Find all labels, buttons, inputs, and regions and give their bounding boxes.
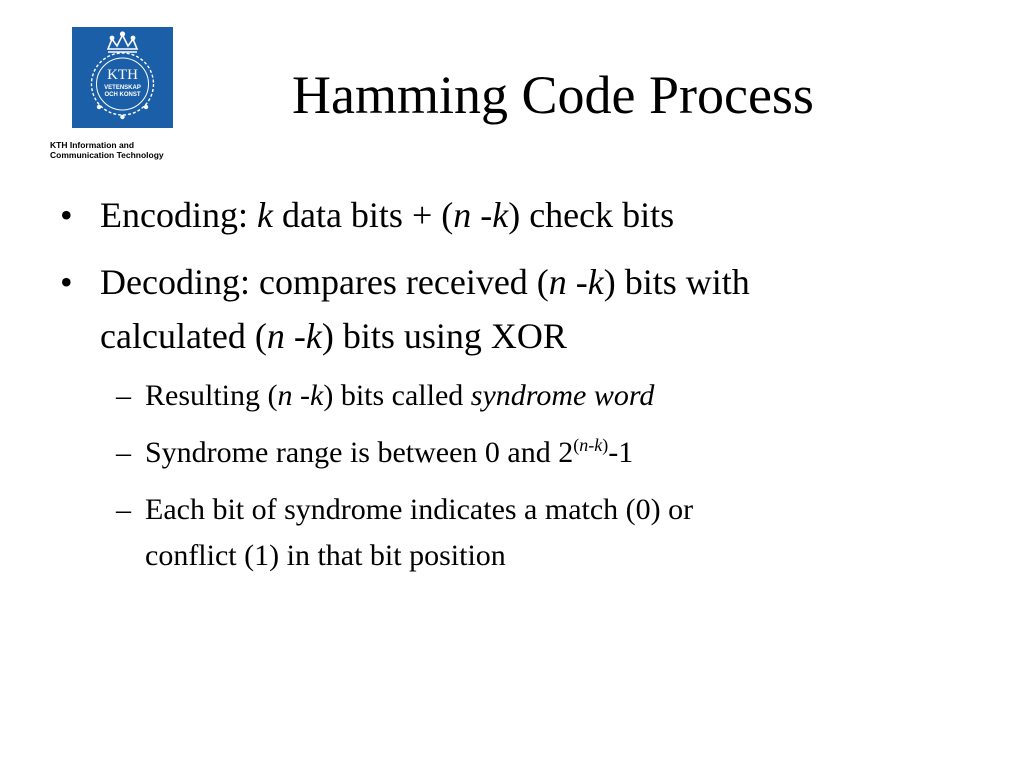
svg-text:OCH KONST: OCH KONST <box>104 92 141 98</box>
logo-caption-line2: Communication Technology <box>50 150 164 160</box>
sub-bullet-each-bit-continuation: conflict (1) in that bit position <box>145 539 506 572</box>
slide-title: Hamming Code Process <box>292 65 814 125</box>
bullet-marker: • <box>60 262 73 302</box>
sub-bullet-resulting: Resulting (n -k) bits called syndrome word <box>145 379 655 412</box>
bullet-marker: • <box>60 195 73 235</box>
sub-bullet-each-bit: Each bit of syndrome indicates a match (0) or <box>145 493 694 526</box>
bullet-encoding: Encoding: k data bits + (n -k) check bits <box>100 195 675 235</box>
sub-bullet-syndrome-range: Syndrome range is between 0 and 2$^{(n-k)}$-1 <box>145 435 634 469</box>
svg-text:KTH: KTH <box>107 67 138 83</box>
sub-bullet-marker: – <box>116 436 131 469</box>
sub-bullet-marker: – <box>116 493 131 526</box>
svg-text:VETENSKAP: VETENSKAP <box>104 85 141 91</box>
logo-caption-line1: KTH Information and <box>50 140 135 150</box>
bullet-decoding: Decoding: compares received (n -k) bits with <box>100 262 750 302</box>
bullet-decoding-continuation: calculated (n -k) bits using XOR <box>100 316 567 356</box>
sub-bullet-marker: – <box>116 379 131 412</box>
